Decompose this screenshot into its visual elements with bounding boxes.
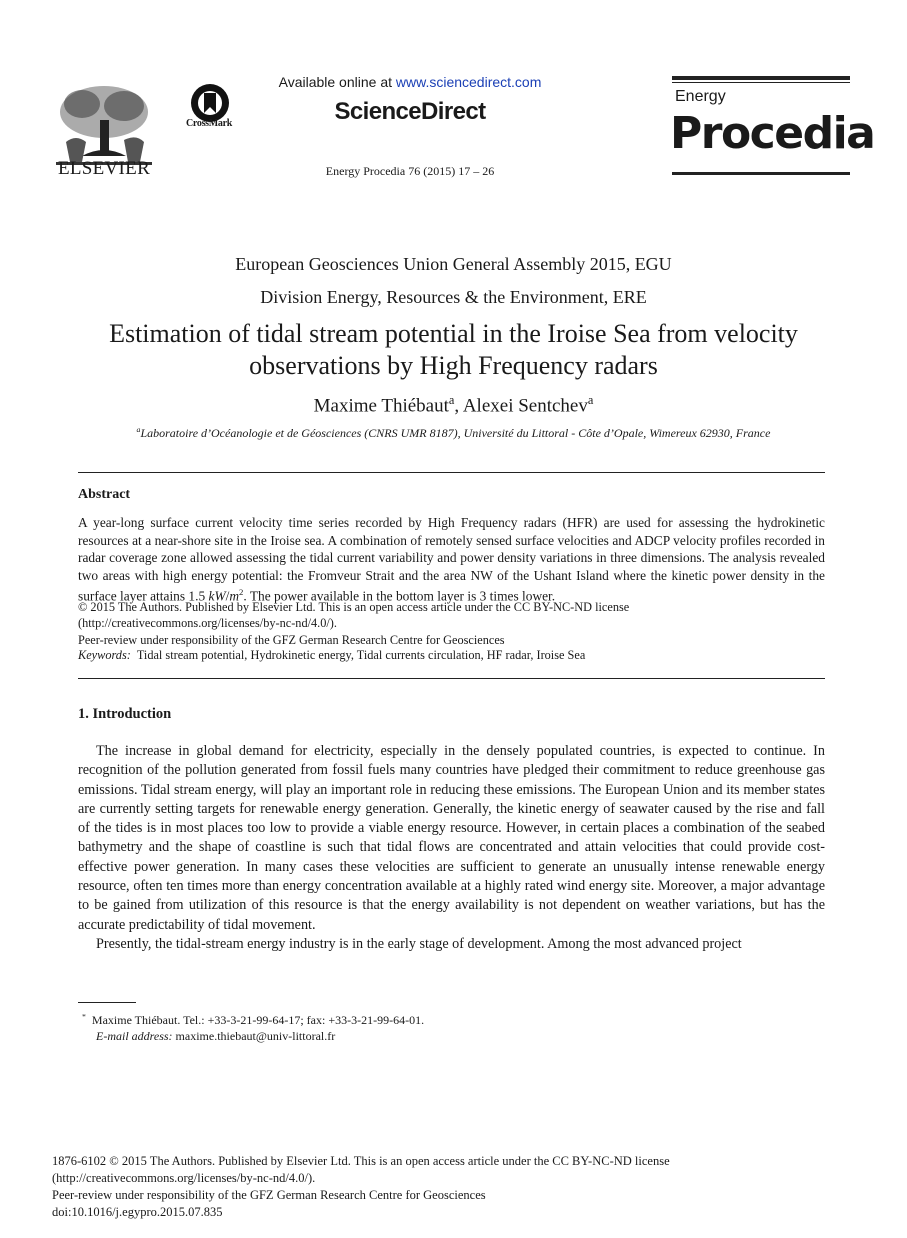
footer-peer-review: Peer-review under responsibility of the GFZ German Research Centre for Geosciences — [52, 1187, 486, 1202]
unit-m: m — [229, 588, 240, 604]
abstract-peer-review: Peer-review under responsibility of the GFZ German Research Centre for Geosciences — [78, 633, 505, 647]
available-online-prefix: Available online at — [278, 74, 396, 90]
footnote-mark: * — [82, 1012, 86, 1021]
affiliation-mark: a — [136, 425, 141, 434]
keywords — [78, 648, 585, 663]
abstract-heading: Abstract — [78, 487, 131, 502]
affiliation-text: Laboratoire d’Océanologie et de Géosciences (CNRS UMR 8187), Université du Littoral - Côte d’Opale, Wimereux 62930, France — [140, 426, 771, 440]
abstract-text: A year-long surface current velocity time series recorded by High Frequency radars (HFR) are used for assessing the hydrokinetic resources at a near-shore site in the Iroise sea. A combination of remotely sensed surface velocities and ADCP velocity profiles recorded in radar coverage zone allowed assessing the tidal current variability and power density variations in three dimensions. The analysis revealed two areas with high energy potential: the Fromveur Strait and the area NW of the Ushant Island where the kinetic power density in the surface layer attains 1.5 — [78, 515, 825, 604]
journal-logo-rule — [672, 76, 850, 80]
sciencedirect-brand[interactable]: ScienceDirect — [334, 98, 486, 125]
footnote-email-label: E-mail address: — [96, 1029, 173, 1043]
author-affil-mark: a — [448, 393, 455, 407]
abstract-paragraph — [78, 514, 825, 605]
divider-top — [78, 472, 825, 473]
journal-logo-procedia: Procedia — [670, 108, 875, 159]
footnote-email-line — [82, 1028, 424, 1044]
footer-license-link[interactable]: (http://creativecommons.org/licenses/by-nc-nd/4.0/). — [52, 1170, 316, 1185]
author-name[interactable]: Maxime Thiébaut — [313, 395, 449, 417]
abstract-body — [78, 514, 825, 605]
unit-kw: kW — [208, 588, 226, 604]
unit-slash: / — [225, 588, 230, 604]
footnote-contact: Maxime Thiébaut. Tel.: +33-3-21-99-64-17; fax: +33-3-21-99-64-01. — [91, 1013, 425, 1027]
journal-logo-rule-bottom — [672, 172, 850, 175]
abstract-license-link[interactable]: (http://creativecommons.org/licenses/by-nc-nd/4.0/). — [78, 616, 337, 630]
affiliation — [0, 425, 907, 441]
body-paragraph: The increase in global demand for electricity, especially in the densely populated countries, is expected to continue. In recognition of the pollution generated from fossil fuels many countries have pledged their commitment to reduce greenhouse gas emissions. Tidal stream energy, will play an important role in reducing these emissions. The European Union and its member states are currently setting targets for renewable energy generation. Generally, the kinetic energy of seawater caused by the rise and fall of the tides is in most places too low to provide a viable energy resource. However, in certain places a combination of the seabed bathymetry and the shape of coastline is such that tidal flows are concentrated and attain velocities that could provide cost-effective power generation. In many cases these velocities are sufficient to generate an unusually intense renewable energy resource, often ten times more than energy concentration available at a highly rated wind energy site. Moreover, a major advantage to be gained from utilization of this resource is that the energy availability is not dependent on weather variations, but has the accurate predictability of tidal movement. — [78, 743, 825, 933]
conference-line-1: European Geosciences Union General Assembly 2015, EGU — [235, 254, 672, 274]
abstract-copyright: © 2015 The Authors. Published by Elsevier Ltd. This is an open access article under the CC BY-NC-ND license — [78, 600, 630, 614]
unit-exponent: 2 — [239, 587, 244, 598]
page-footer — [52, 1153, 752, 1221]
author-affil-mark: a — [587, 393, 594, 407]
divider-bottom — [78, 678, 825, 679]
footnote-rule — [78, 1002, 136, 1003]
footer-doi[interactable]: doi:10.1016/j.egypro.2015.07.835 — [52, 1204, 223, 1219]
keywords-label: Keywords: — [78, 648, 131, 662]
abstract-text-end: . The power available in the bottom layer is 3 times lower. — [243, 588, 556, 604]
author-list — [0, 393, 907, 417]
footer-issn-line: 1876-6102 © 2015 The Authors. Published by Elsevier Ltd. This is an open access article under the CC BY-NC-ND license — [52, 1154, 670, 1168]
journal-reference: Energy Procedia 76 (2015) 17 – 26 — [325, 164, 495, 178]
available-online-line — [230, 74, 590, 90]
footnote — [82, 1009, 424, 1044]
introduction-body — [78, 742, 825, 954]
body-paragraph: Presently, the tidal-stream energy industry is in the early stage of development. Among the most advanced project — [96, 935, 742, 952]
author-separator: , — [454, 395, 463, 417]
paper-title: Estimation of tidal stream potential in the Iroise Sea from velocity observations by High Frequency radars — [109, 319, 798, 380]
sciencedirect-link[interactable]: www.sciencedirect.com — [395, 74, 542, 90]
journal-logo-energy: Energy — [675, 88, 726, 105]
crossmark-label: CrossMark — [185, 118, 232, 129]
journal-logo-rule-thin — [672, 82, 850, 83]
section-heading-introduction: 1. Introduction — [78, 706, 172, 722]
conference-line-2: Division Energy, Resources & the Environment, ERE — [260, 287, 647, 307]
author-name[interactable]: Alexei Sentchev — [462, 395, 588, 417]
footnote-email[interactable]: maxime.thiebaut@univ-littoral.fr — [175, 1029, 336, 1043]
footnote-contact-line — [82, 1009, 424, 1028]
keywords-list: Tidal stream potential, Hydrokinetic energy, Tidal currents circulation, HF radar, Iroise Sea — [136, 648, 586, 662]
elsevier-wordmark: ELSEVIER — [57, 158, 151, 179]
